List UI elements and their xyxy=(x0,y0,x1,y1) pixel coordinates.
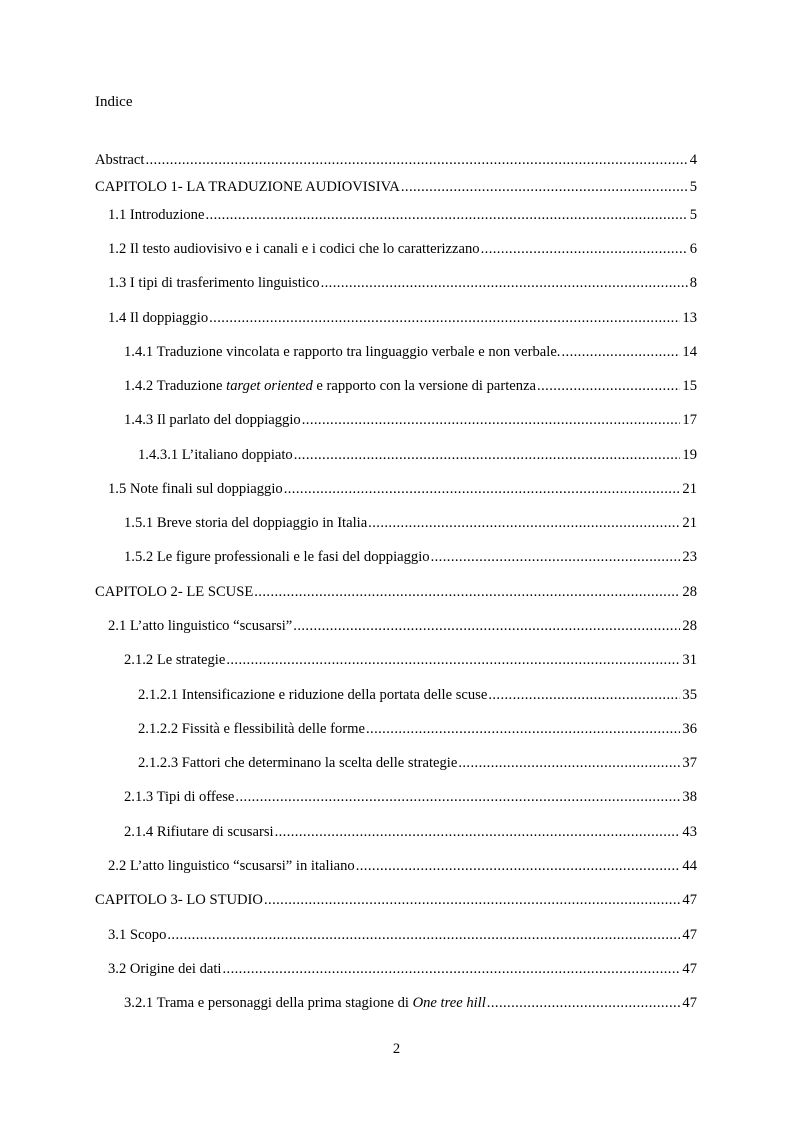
toc-entry-chapter-2[interactable] xyxy=(95,582,697,602)
toc-entry-title: 1.1 Introduzione xyxy=(108,207,205,223)
toc-entry-page: 6 xyxy=(689,241,697,257)
toc-entry-title: CAPITOLO 1- LA TRADUZIONE AUDIOVISIVA xyxy=(95,179,400,195)
dot-leader xyxy=(561,342,680,362)
dot-leader xyxy=(321,273,688,293)
toc-entry-title: 1.5.2 Le figure professionali e le fasi del doppiaggio xyxy=(124,549,430,565)
toc-entry-page: 47 xyxy=(682,892,697,908)
toc-entry-title: 1.4.1 Traduzione vincolata e rapporto tra linguaggio verbale e non verbale. xyxy=(124,344,561,360)
dot-leader xyxy=(537,376,680,396)
toc-entry-page: 13 xyxy=(682,310,697,326)
toc-heading: Indice xyxy=(95,94,133,110)
toc-entry-1-1[interactable] xyxy=(108,205,697,225)
toc-entry-chapter-3[interactable] xyxy=(95,890,697,910)
toc-entry-page: 17 xyxy=(682,412,697,428)
toc-entry-3-1[interactable] xyxy=(108,925,697,945)
toc-entry-1-3[interactable] xyxy=(108,273,697,293)
dot-leader xyxy=(205,205,687,225)
toc-entry-page: 21 xyxy=(682,481,697,497)
toc-entry-title: 2.1 L’atto linguistico “scusarsi” xyxy=(108,618,293,634)
toc-entry-title: 2.1.2.1 Intensificazione e riduzione della portata delle scuse xyxy=(138,687,488,703)
toc-entry-title: 2.1.4 Rifiutare di scusarsi xyxy=(124,824,274,840)
toc-entry-page: 28 xyxy=(682,584,697,600)
toc-entry-2-1-4[interactable] xyxy=(124,822,697,842)
toc-entry-page: 35 xyxy=(682,687,697,703)
dot-leader xyxy=(226,650,680,670)
toc-entry-2-1-2-2[interactable] xyxy=(138,719,697,739)
toc-entry-1-5-1[interactable] xyxy=(124,513,697,533)
toc-entry-page: 4 xyxy=(689,152,697,168)
dot-leader xyxy=(209,308,680,328)
toc-entry-1-4-3[interactable] xyxy=(124,410,697,430)
dot-leader xyxy=(294,445,681,465)
toc-entry-page: 47 xyxy=(682,961,697,977)
toc-entry-title: 1.2 Il testo audiovisivo e i canali e i codici che lo caratterizzano xyxy=(108,241,480,257)
dot-leader xyxy=(264,890,680,910)
dot-leader xyxy=(366,719,680,739)
dot-leader xyxy=(222,959,680,979)
toc-entry-page: 5 xyxy=(689,179,697,195)
dot-leader xyxy=(368,513,680,533)
toc-entry-title: 1.4 Il doppiaggio xyxy=(108,310,209,326)
toc-entry-title: 3.2.1 Trama e personaggi della prima stagione di One tree hill xyxy=(124,995,486,1011)
toc-entry-page: 19 xyxy=(682,447,697,463)
dot-leader xyxy=(235,787,680,807)
toc-entry-page: 44 xyxy=(682,858,697,874)
toc-entry-title: 2.1.2 Le strategie xyxy=(124,652,226,668)
toc-entry-1-2[interactable] xyxy=(108,239,697,259)
toc-entry-page: 47 xyxy=(682,927,697,943)
toc-entry-page: 47 xyxy=(682,995,697,1011)
toc-entry-chapter-1[interactable] xyxy=(95,177,697,197)
toc-entry-2-1-2[interactable] xyxy=(124,650,697,670)
toc-entry-page: 43 xyxy=(682,824,697,840)
toc-entry-3-2[interactable] xyxy=(108,959,697,979)
dot-leader xyxy=(145,150,687,170)
toc-entry-page: 38 xyxy=(682,789,697,805)
toc-entry-title: CAPITOLO 2- LE SCUSE xyxy=(95,584,254,600)
toc-entry-title: 3.2 Origine dei dati xyxy=(108,961,222,977)
page-number: 2 xyxy=(392,1041,401,1057)
toc-entry-title: 1.4.3 Il parlato del doppiaggio xyxy=(124,412,301,428)
dot-leader xyxy=(458,753,680,773)
toc-entry-page: 23 xyxy=(682,549,697,565)
toc-entry-title: 2.2 L’atto linguistico “scusarsi” in italiano xyxy=(108,858,355,874)
toc-entry-1-4-3-1[interactable] xyxy=(138,445,697,465)
toc-entry-page: 36 xyxy=(682,721,697,737)
dot-leader xyxy=(356,856,681,876)
toc-entry-page: 28 xyxy=(682,618,697,634)
toc-entry-abstract[interactable] xyxy=(95,150,697,170)
toc-entry-1-5-2[interactable] xyxy=(124,547,697,567)
toc-entry-2-2[interactable] xyxy=(108,856,697,876)
toc-entry-page: 5 xyxy=(689,207,697,223)
toc-entry-2-1[interactable] xyxy=(108,616,697,636)
toc-entry-page: 37 xyxy=(682,755,697,771)
toc-entry-2-1-2-3[interactable] xyxy=(138,753,697,773)
toc-entry-1-4[interactable] xyxy=(108,308,697,328)
dot-leader xyxy=(401,177,688,197)
dot-leader xyxy=(275,822,681,842)
toc-entry-title: 1.4.2 Traduzione target oriented e rapporto con la versione di partenza xyxy=(124,378,537,394)
dot-leader xyxy=(167,925,680,945)
toc-entry-1-5[interactable] xyxy=(108,479,697,499)
dot-leader xyxy=(293,616,680,636)
toc-entry-title: 2.1.3 Tipi di offese xyxy=(124,789,235,805)
toc-entry-title: 2.1.2.3 Fattori che determinano la scelta delle strategie xyxy=(138,755,458,771)
toc-entry-3-2-1[interactable] xyxy=(124,993,697,1013)
dot-leader xyxy=(487,993,681,1013)
toc-entry-title: 3.1 Scopo xyxy=(108,927,167,943)
toc-entry-page: 15 xyxy=(682,378,697,394)
toc-entry-title: 2.1.2.2 Fissità e flessibilità delle forme xyxy=(138,721,365,737)
toc-entry-2-1-2-1[interactable] xyxy=(138,685,697,705)
toc-entry-page: 31 xyxy=(682,652,697,668)
toc-entry-title: 1.3 I tipi di trasferimento linguistico xyxy=(108,275,320,291)
toc-entry-1-4-2[interactable] xyxy=(124,376,697,396)
toc-entry-title: 1.5.1 Breve storia del doppiaggio in Italia xyxy=(124,515,368,531)
toc-entry-title: 1.5 Note finali sul doppiaggio xyxy=(108,481,283,497)
dot-leader xyxy=(254,582,680,602)
dot-leader xyxy=(488,685,680,705)
toc-entry-page: 14 xyxy=(682,344,697,360)
toc-entry-title: 1.4.3.1 L’italiano doppiato xyxy=(138,447,293,463)
toc-entry-1-4-1[interactable] xyxy=(124,342,697,362)
toc-entry-title: CAPITOLO 3- LO STUDIO xyxy=(95,892,263,908)
dot-leader xyxy=(431,547,681,567)
toc-entry-title: Abstract xyxy=(95,152,145,168)
dot-leader xyxy=(481,239,688,259)
dot-leader xyxy=(284,479,681,499)
toc-entry-page: 8 xyxy=(689,275,697,291)
dot-leader xyxy=(302,410,681,430)
toc-entry-page: 21 xyxy=(682,515,697,531)
toc-entry-2-1-3[interactable] xyxy=(124,787,697,807)
